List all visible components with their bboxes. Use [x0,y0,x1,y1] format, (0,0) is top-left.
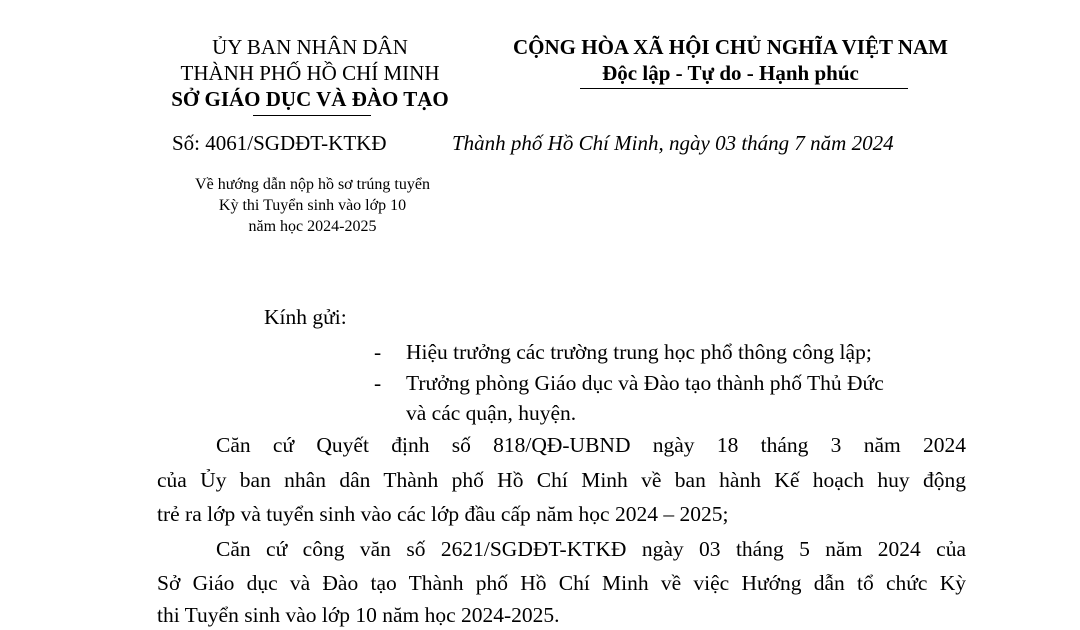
subject-line3: năm học 2024-2025 [248,218,377,235]
recipient-item-1: Hiệu trưởng các trường trung học phổ thông công lập; [406,340,872,364]
paragraph-1-line2: của Ủy ban nhân dân Thành phố Hồ Chí Minh về ban hành Kế hoạch huy động [157,468,966,492]
recipient-bullet-2: - [374,371,382,395]
paragraph-1-line3: trẻ ra lớp và tuyển sinh vào các lớp đầu cấp năm học 2024 – 2025; [157,502,729,526]
place-and-date: Thành phố Hồ Chí Minh, ngày 03 tháng 7 năm 2024 [452,131,894,155]
national-motto: Độc lập - Tự do - Hạnh phúc [602,61,859,85]
document-number: Số: 4061/SGDĐT-KTKĐ [172,131,387,155]
department-underline [253,115,371,116]
agency-name-line1: ỦY BAN NHÂN DÂN [212,35,408,59]
recipient-bullet-1: - [374,340,382,364]
national-title: CỘNG HÒA XÃ HỘI CHỦ NGHĨA VIỆT NAM [512,35,949,59]
recipient-item-2-line1: Trưởng phòng Giáo dục và Đào tạo thành phố Thủ Đức [406,371,884,395]
salutation: Kính gửi: [264,305,347,329]
subject-line2: Kỳ thi Tuyển sinh vào lớp 10 [218,197,407,214]
agency-name-line2: THÀNH PHỐ HỒ CHÍ MINH [180,61,440,85]
subject-line1: Về hướng dẫn nộp hồ sơ trúng tuyển [195,176,430,193]
department-name: SỞ GIÁO DỤC VÀ ĐÀO TẠO [171,87,449,111]
motto-underline [580,88,908,89]
recipient-item-2-line2: và các quận, huyện. [406,401,577,425]
paragraph-2-line2: Sở Giáo dục và Đào tạo Thành phố Hồ Chí Minh về việc Hướng dẫn tổ chức Kỳ [157,571,966,595]
paragraph-1-line1: Căn cứ Quyết định số 818/QĐ-UBND ngày 18 tháng 3 năm 2024 [216,433,966,457]
paragraph-2-line3: thi Tuyển sinh vào lớp 10 năm học 2024-2025. [157,603,560,627]
paragraph-2-line1: Căn cứ công văn số 2621/SGDĐT-KTKĐ ngày 03 tháng 5 năm 2024 của [216,537,966,561]
